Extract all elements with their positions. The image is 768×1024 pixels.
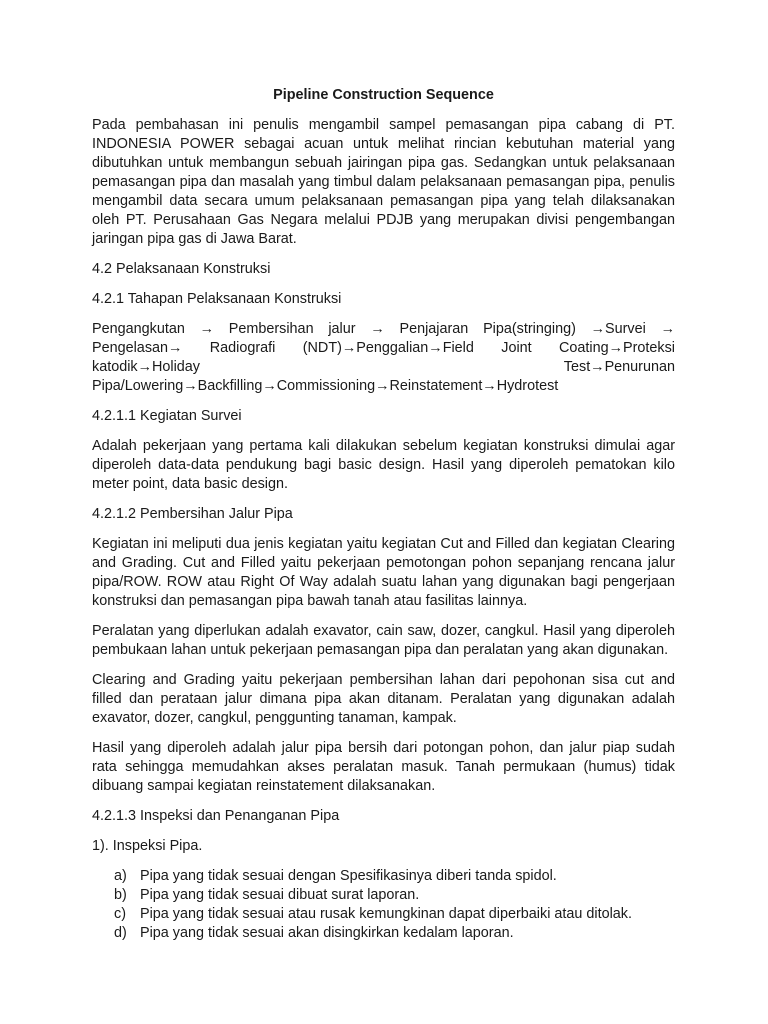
list-marker: b) (114, 887, 127, 903)
list-item (92, 867, 675, 886)
list-marker: d) (114, 925, 127, 941)
intro-paragraph: Pada pembahasan ini penulis mengambil sampel pemasangan pipa cabang di PT. INDONESIA POWER sebagai acuan untuk melihat rincian kebutuhan material yang dibutuhkan untuk membangun sebuah jairingan pipa gas. Sedangkan untuk pelaksanaan pemasangan pipa dan masalah yang timbul dalam pelaksanaan pemasangan pipa, penulis mengambil data secara umum pelaksanaan pemasangan pipa yang telah dilaksanakan oleh PT. Perusahaan Gas Negara melalui PDJB yang merupakan divisi pengembangan jaringan pipa gas di Jawa Barat. (92, 117, 675, 247)
pembersihan-paragraph-4: Hasil yang diperoleh adalah jalur pipa bersih dari potongan pohon, dan jalur piap sudah rata sehingga memudahkan akses peralatan masuk. Tanah permukaan (humus) tidak dibuang sampai kegiatan reinstatement dilaksanakan. (92, 740, 675, 794)
section-heading-4-2-1-2: 4.2.1.2 Pembersihan Jalur Pipa (92, 506, 293, 522)
list-item (92, 924, 675, 943)
inspeksi-label: 1). Inspeksi Pipa. (92, 838, 203, 854)
document-page (92, 86, 675, 943)
pembersihan-paragraph-3: Clearing and Grading yaitu pekerjaan pembersihan lahan dari pepohonan sisa cut and filled dan perataan jalur dimana pipa akan ditanam. Peralatan yang digunakan adalah exavator, dozer, cangkul, penggunting tanaman, kampak. (92, 672, 675, 726)
list-item (92, 905, 675, 924)
construction-sequence: Pengangkutan → Pembersihan jalur → Penjajaran Pipa(stringing) →Survei → Pengelasan→ Radiografi (NDT)→Penggalian→Field Joint Coating→Proteksi katodik→Holiday Test→Penurunan Pipa/Lowering→Backfilling→Commissioning→Reinstatement→Hydrotest (92, 321, 675, 394)
list-item-text: Pipa yang tidak sesuai dengan Spesifikasinya diberi tanda spidol. (140, 868, 557, 884)
inspeksi-list (92, 867, 675, 943)
list-marker: c) (114, 906, 126, 922)
pembersihan-paragraph-1: Kegiatan ini meliputi dua jenis kegiatan yaitu kegiatan Cut and Filled dan kegiatan Clearing and Grading. Cut and Filled yaitu pekerjaan pemotongan pohon sepanjang rencana jalur pipa/ROW. ROW atau Right Of Way adalah suatu lahan yang digunakan bagi pengerjaan konstruksi dan pemasangan pipa bawah tanah atau fasilitas lainnya. (92, 536, 675, 609)
list-item (92, 886, 675, 905)
section-heading-4-2-1-3: 4.2.1.3 Inspeksi dan Penanganan Pipa (92, 808, 340, 824)
list-marker: a) (114, 868, 127, 884)
survei-paragraph: Adalah pekerjaan yang pertama kali dilakukan sebelum kegiatan konstruksi dimulai agar diperoleh data-data pendukung bagi basic design. Hasil yang diperoleh pematokan kilo meter point, data basic design. (92, 438, 675, 492)
list-item-text: Pipa yang tidak sesuai atau rusak kemungkinan dapat diperbaiki atau ditolak. (140, 906, 632, 922)
section-heading-4-2: 4.2 Pelaksanaan Konstruksi (92, 261, 271, 277)
section-heading-4-2-1-1: 4.2.1.1 Kegiatan Survei (92, 408, 242, 424)
list-item-text: Pipa yang tidak sesuai dibuat surat laporan. (140, 887, 420, 903)
section-heading-4-2-1: 4.2.1 Tahapan Pelaksanaan Konstruksi (92, 291, 342, 307)
list-item-text: Pipa yang tidak sesuai akan disingkirkan kedalam laporan. (140, 925, 514, 941)
document-title: Pipeline Construction Sequence (273, 87, 494, 103)
pembersihan-paragraph-2: Peralatan yang diperlukan adalah exavator, cain saw, dozer, cangkul. Hasil yang diperoleh pembukaan lahan untuk pekerjaan pemasangan pipa dan peralatan yang akan digunakan. (92, 623, 675, 658)
